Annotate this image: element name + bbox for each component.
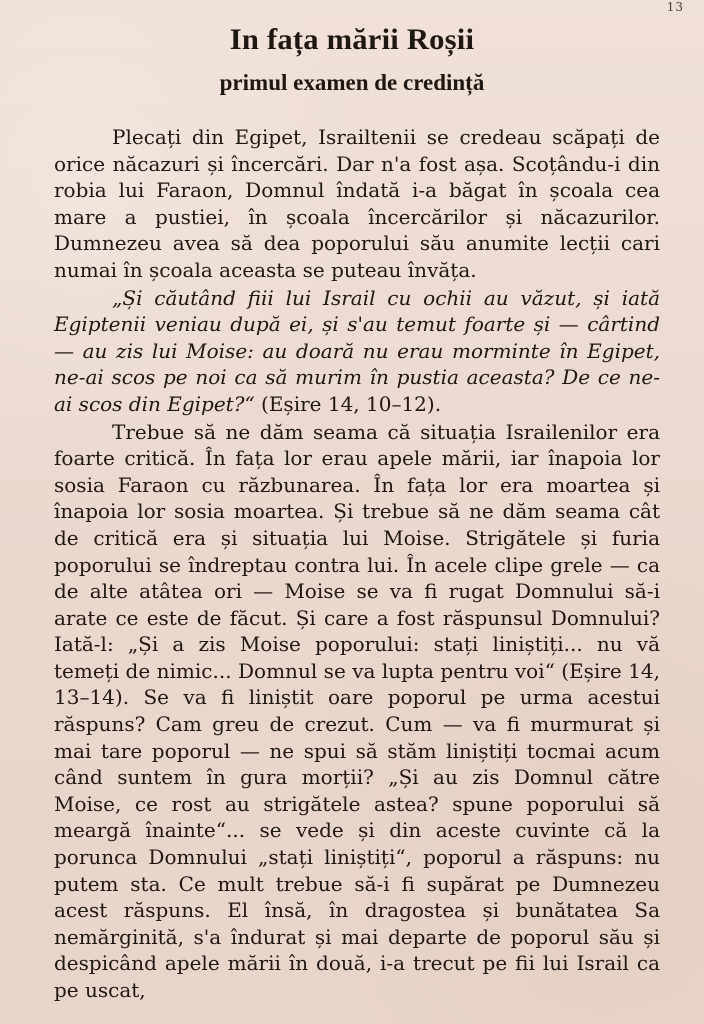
bible-quote <box>54 285 660 418</box>
page-subtitle: primul examen de credință <box>219 70 485 96</box>
paragraph-2: Trebue să ne dăm seama că situația Israilenilor era foarte critică. În fața lor erau apele mării, iar înapoia lor sosia Faraon cu răzbunarea. În fața lor era moartea și înapoia lor sosia moartea. Și trebue să ne dăm seama cât de critică era și situația lui Moise. Strigătele și furia poporului se îndreptau contra lui. În acele clipe grele — ca de alte atâtea ori — Moise se va fi rugat Domnului să-i arate ce este de făcut. Și care a fost răspunsul Domnului? Iată-l: „Și a zis Moise poporului: stați liniștiți... nu vă temeți de nimic... Domnul se va lupta pentru voi“ (Eșire 14, 13–14). Se va fi liniștit oare poporul pe urma acestui răspuns? Cam greu de crezut. Cum — va fi murmurat și mai tare poporul — ne spui să stăm liniștiți tocmai acum când suntem în gura morții? „Și au zis Domnul către Moise, ce rost au strigătele astea? spune poporului să meargă înainte“... se vede și din aceste cuvinte că la porunca Domnului „stați liniștiți“, poporul a răspuns: nu putem sta. Ce mult trebue să-i fi supărat pe Dumnezeu acest răspuns. El însă, în dragostea și bunătatea Sa nemărginită, s'a îndurat și mai departe de poporul său și despicând apele mării în două, i-a trecut pe fii lui Israil ca pe uscat, <box>54 419 660 1002</box>
article-body <box>54 124 660 1005</box>
quote-reference: (Eșire 14, 10–12). <box>261 391 442 416</box>
quote-text: „Și căutând fiii lui Israil cu ochii au văzut, și iată Egiptenii veniau după ei, și s'au temut foarte și — cârtind — au zis lui Moise: au doară nu erau morminte în Egipet, ne-ai scos pe noi ca să murim în pustia aceasta? De ce ne-ai scos din Egipet?“ <box>54 285 660 416</box>
paragraph-1: Plecați din Egipet, Israiltenii se credeau scăpați de orice năcazuri și încercări. Dar n'a fost așa. Scoțându-i din robia lui Faraon, Domnul îndată i-a băgat în școala cea mare a pustiei, în școala încercărilor și năcazurilor. Dumnezeu avea să dea poporului său anumite lecții cari numai în școala aceasta se puteau învăța. <box>54 125 660 282</box>
page-header <box>0 24 704 96</box>
page-title: In fața mării Roșii <box>229 23 475 56</box>
page-number: 13 <box>666 0 684 14</box>
